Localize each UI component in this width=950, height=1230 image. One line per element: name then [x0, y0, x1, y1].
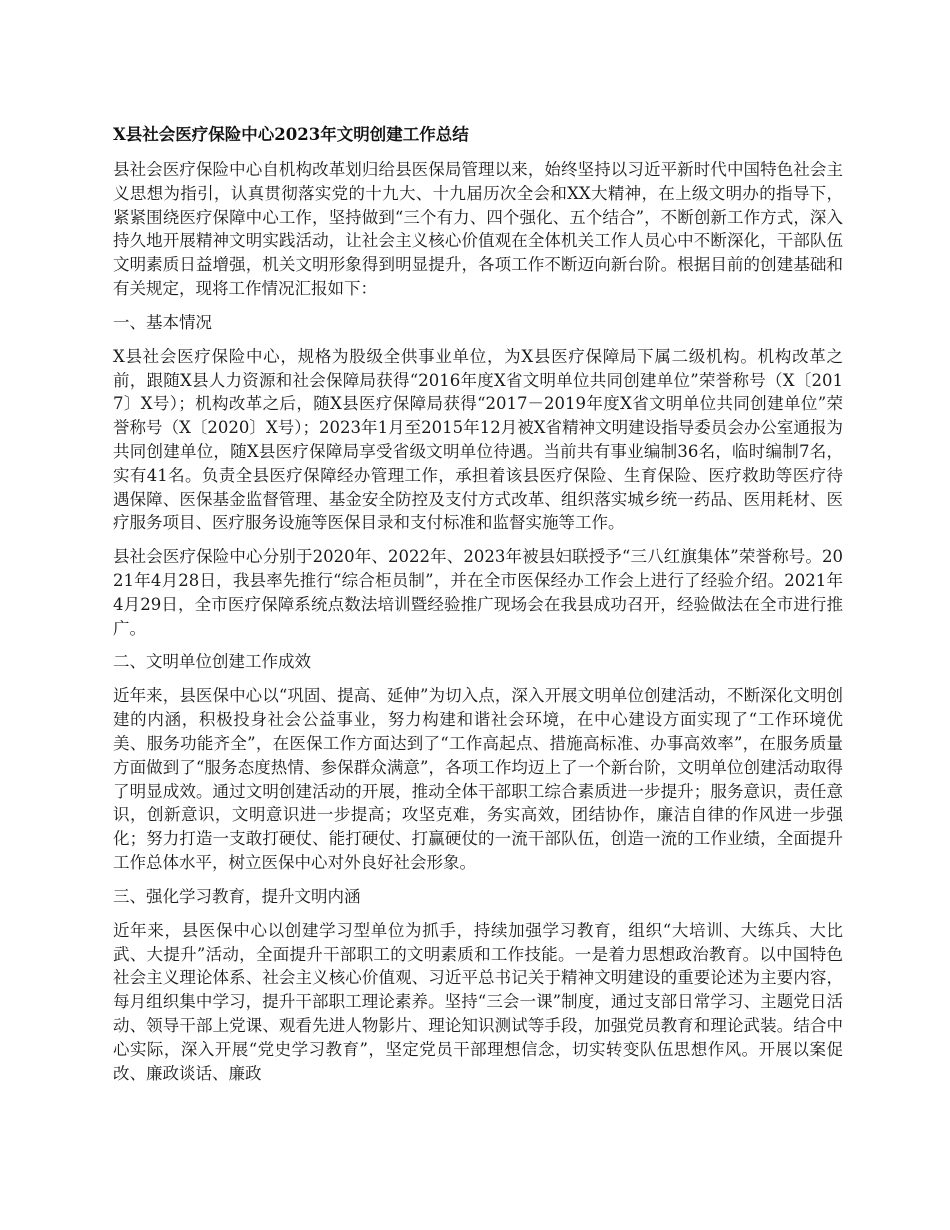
document-page: [113, 122, 843, 1095]
document-title: X县社会医疗保险中心2023年文明创建工作总结: [113, 125, 469, 144]
section-heading-education: 三、强化学习教育，提升文明内涵: [113, 886, 361, 906]
section-heading-basic-info: 一、基本情况: [113, 312, 212, 332]
honors-paragraph: 县社会医疗保险中心分别于2020年、2022年、2023年被县妇联授予“三八红旗集体”荣誉称号。2021年4月28日，我县率先推行“综合柜员制”，并在全市医保经办工作会上进行了经验介绍。2021年4月29日，全市医疗保障系统点数法培训暨经验推广现场会在我县成功召开，经验做法在全市进行推广。: [113, 547, 843, 638]
intro-paragraph: 县社会医疗保险中心自机构改革划归给县医保局管理以来，始终坚持以习近平新时代中国特色社会主义思想为指引，认真贯彻落实党的十九大、十九届历次全会和XX大精神，在上级文明办的指导下，紧紧围绕医疗保障中心工作，坚持做到“三个有力、四个强化、五个结合”，不断创新工作方式，深入持久地开展精神文明实践活动，让社会主义核心价值观在全体机关工作人员心中不断深化，干部队伍文明素质日益增强，机关文明形象得到明显提升，各项工作不断迈向新台阶。根据目前的创建基础和有关规定，现将工作情况汇报如下：: [113, 160, 843, 298]
achievements-paragraph: 近年来，县医保中心以“巩固、提高、延伸”为切入点，深入开展文明单位创建活动，不断深化文明创建的内涵，积极投身社会公益事业，努力构建和谐社会环境，在中心建设方面实现了“工作环境优美、服务功能齐全”，在医保工作方面达到了“工作高起点、措施高标准、办事高效率”，在服务质量方面做到了“服务态度热情、参保群众满意”，各项工作均迈上了一个新台阶，文明单位创建活动取得了明显成效。通过文明创建活动的开展，推动全体干部职工综合素质进一步提升；服务意识，责任意识，创新意识，文明意识进一步提高；攻坚克难，务实高效，团结协作，廉洁自律的作风进一步强化；努力打造一支敢打硬仗、能打硬仗、打赢硬仗的一流干部队伍，创造一流的工作业绩，全面提升工作总体水平，树立医保中心对外良好社会形象。: [113, 686, 843, 872]
section-heading-achievements: 二、文明单位创建工作成效: [113, 652, 311, 672]
education-paragraph: 近年来，县医保中心以创建学习型单位为抓手，持续加强学习教育，组织“大培训、大练兵、大比武、大提升”活动，全面提升干部职工的文明素质和工作技能。一是着力思想政治教育。以中国特色社会主义理论体系、社会主义核心价值观、习近平总书记关于精神文明建设的重要论述为主要内容，每月组织集中学习，提升干部职工理论素养。坚持“三会一课”制度，通过支部日常学习、主题党日活动、领导干部上党课、观看先进人物影片、理论知识测试等手段，加强党员教育和理论武装。结合中心实际，深入开展“党史学习教育”，坚定党员干部理想信念，切实转变队伍思想作风。开展以案促改、廉政谈话、廉政: [113, 920, 843, 1083]
basic-info-paragraph: X县社会医疗保险中心，规格为股级全供事业单位，为X县医疗保障局下属二级机构。机构改革之前，跟随X县人力资源和社会保障局获得“2016年度X省文明单位共同创建单位”荣誉称号（X〔2017〕X号）；机构改革之后，随X县医疗保障局获得“2017－2019年度X省文明单位共同创建单位”荣誉称号（X〔2020〕X号）；2023年1月至2015年12月被X省精神文明建设指导委员会办公室通报为共同创建单位，随X县医疗保障局享受省级文明单位待遇。当前共有事业编制36名，临时编制7名，实有41名。负责全县医疗保障经办管理工作，承担着该县医疗保险、生育保险、医疗救助等医疗待遇保障、医保基金监督管理、基金安全防控及支付方式改革、组织落实城乡统一药品、医用耗材、医疗服务项目、医疗服务设施等医保目录和支付标准和监督实施等工作。: [113, 346, 843, 533]
